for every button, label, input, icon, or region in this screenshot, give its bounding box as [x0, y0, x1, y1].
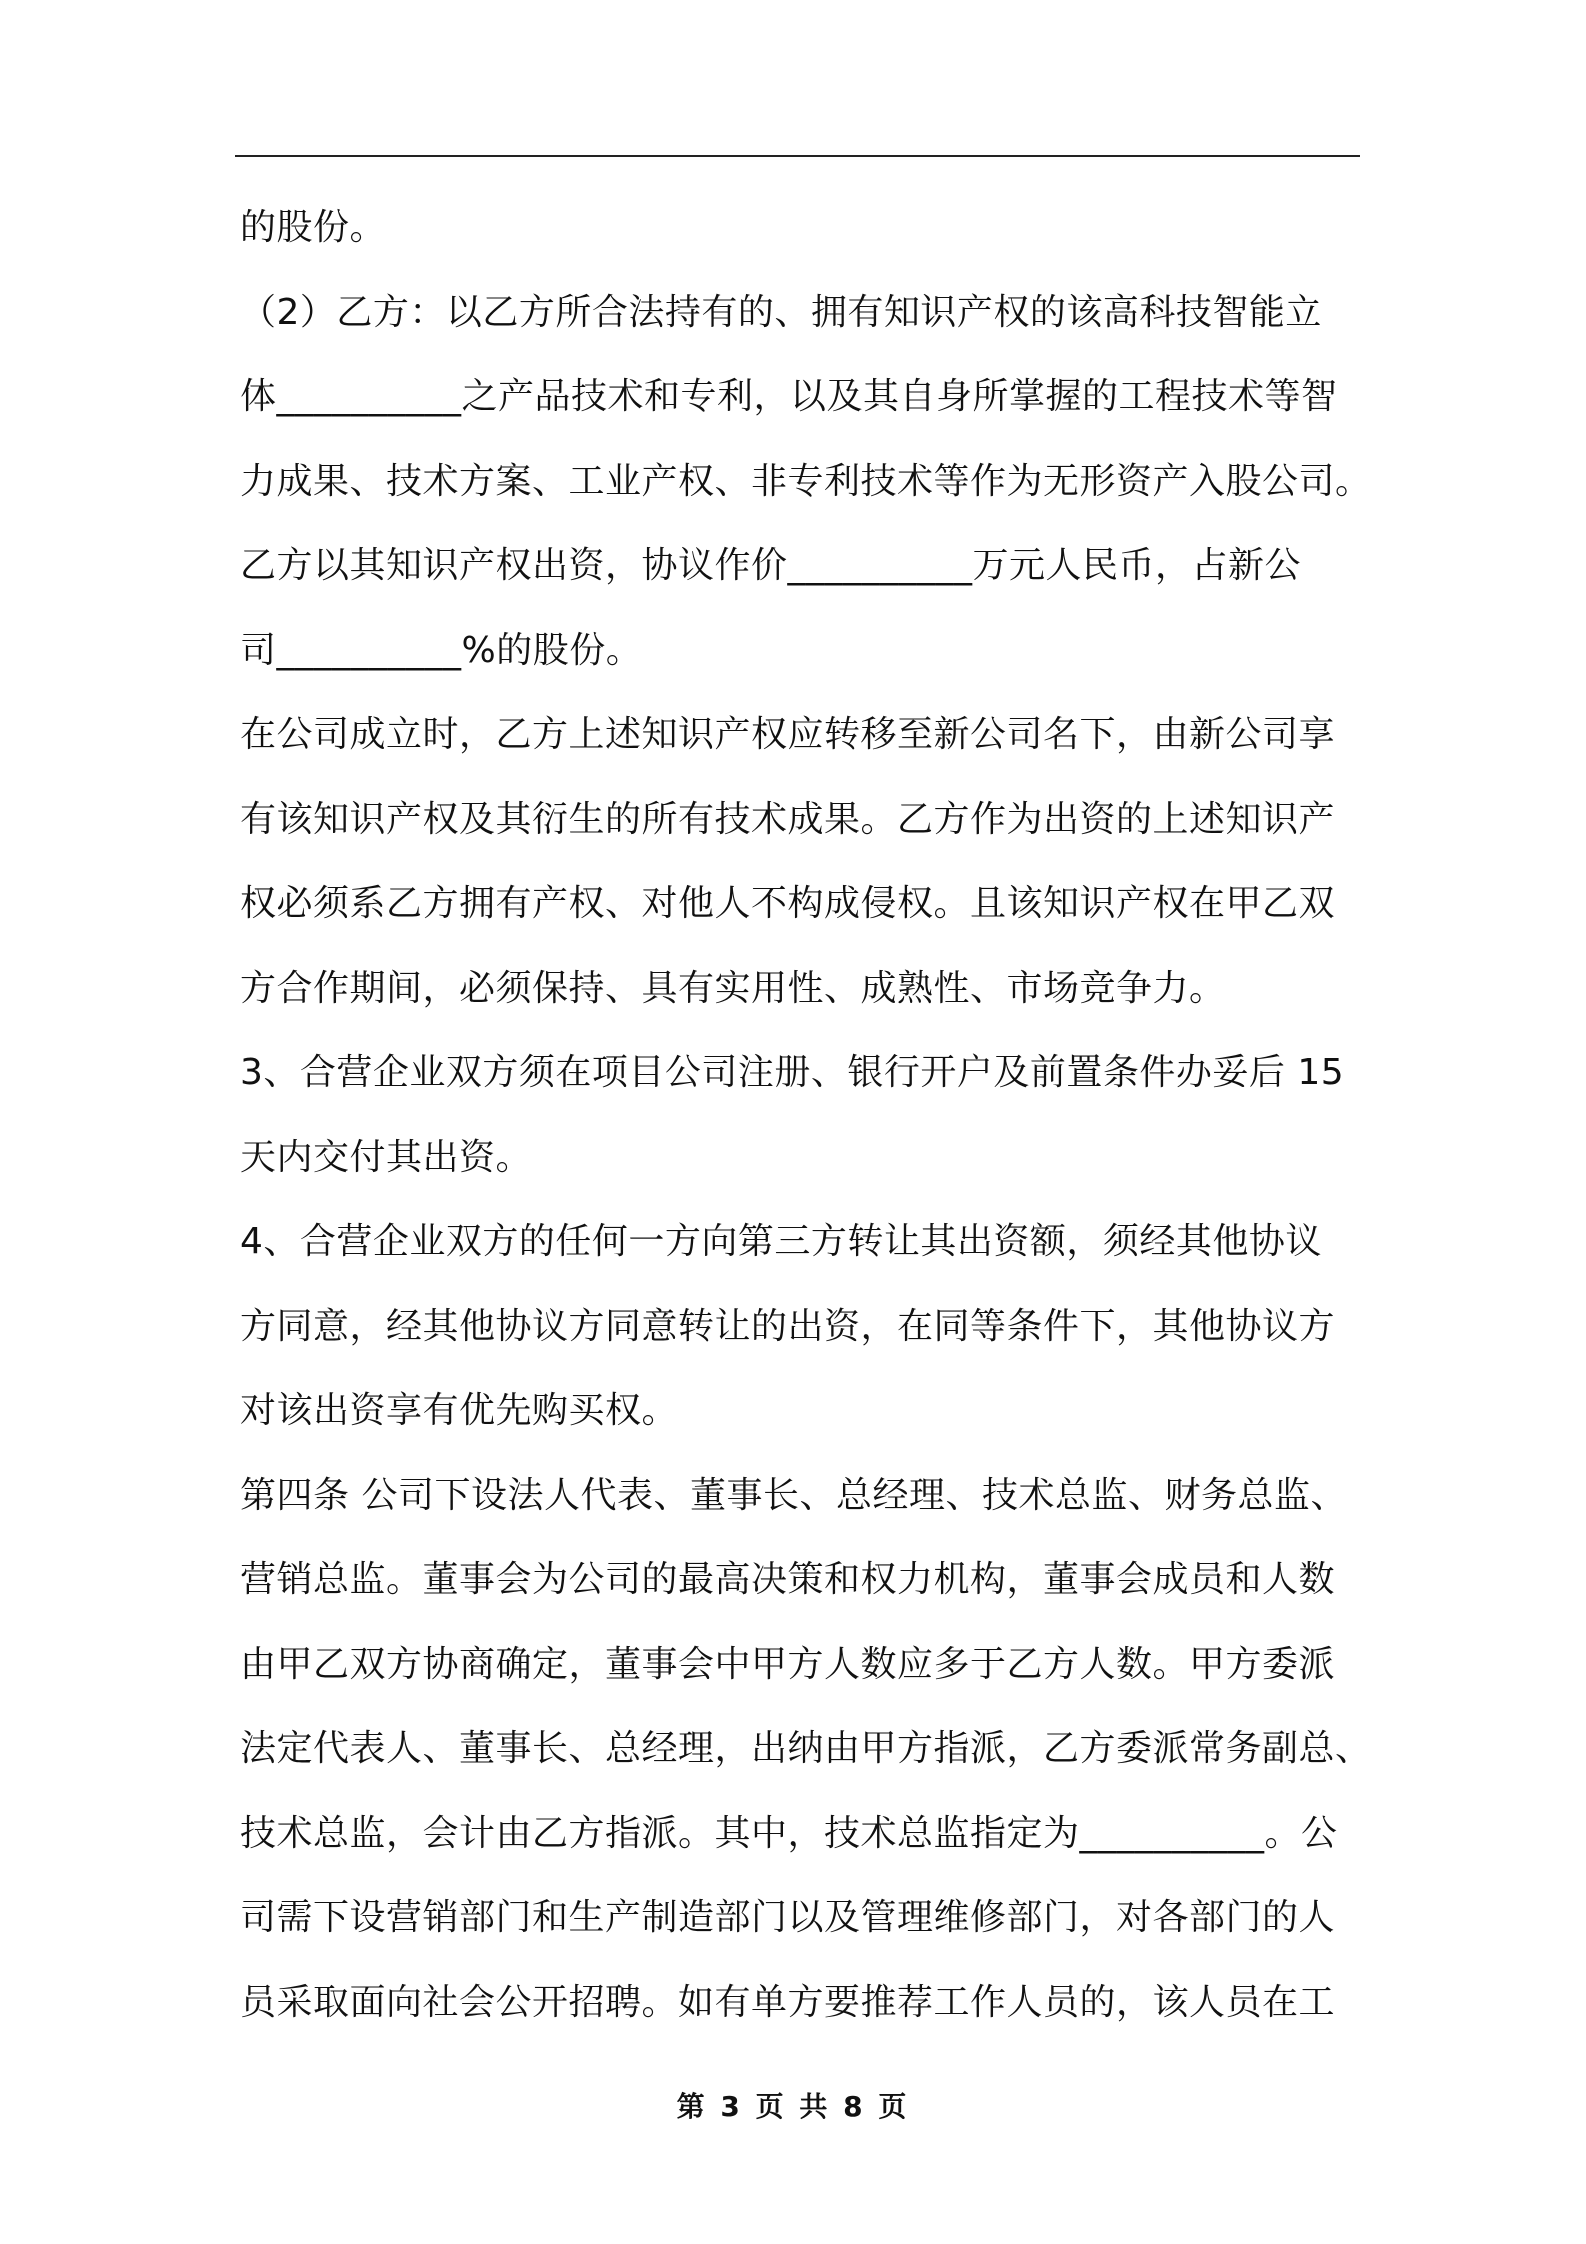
text-line: 第四条 公司下设法人代表、董事长、总经理、技术总监、财务总监、	[240, 1474, 1347, 1516]
text-line: （2）乙方：以乙方所合法持有的、拥有知识产权的该高科技智能立	[240, 291, 1322, 333]
text-line: 对该出资享有优先购买权。	[240, 1390, 679, 1431]
text-line: 力成果、技术方案、工业产权、非专利技术等作为无形资产入股公司。	[240, 460, 1372, 502]
text-line: 的股份。	[240, 207, 387, 248]
document-body	[240, 186, 1372, 2045]
text-line: 天内交付其出资。	[240, 1136, 533, 1178]
page-number: 第 3 页 共 8 页	[676, 2090, 910, 2123]
text-line: 技术总监，会计由乙方指派。其中，技术总监指定为__________。公	[240, 1812, 1338, 1854]
text-line: 方合作期间，必须保持、具有实用性、成熟性、市场竞争力。	[240, 967, 1226, 1009]
text-line: 权必须系乙方拥有产权、对他人不构成侵权。且该知识产权在甲乙双	[240, 883, 1336, 924]
text-line: 法定代表人、董事长、总经理，出纳由甲方指派，乙方委派常务副总、	[240, 1728, 1372, 1769]
text-line: 司__________%的股份。	[240, 629, 643, 671]
text-line: 4、合营企业双方的任何一方向第三方转让其出资额，须经其他协议	[240, 1221, 1322, 1262]
text-line: 在公司成立时，乙方上述知识产权应转移至新公司名下，由新公司享	[240, 714, 1336, 755]
text-line: 乙方以其知识产权出资，协议作价__________万元人民币，占新公	[240, 545, 1302, 586]
text-line: 员采取面向社会公开招聘。如有单方要推荐工作人员的，该人员在工	[240, 1981, 1336, 2023]
text-line: 体__________之产品技术和专利，以及其自身所掌握的工程技术等智	[240, 376, 1338, 417]
text-line: 方同意，经其他协议方同意转让的出资，在同等条件下，其他协议方	[240, 1305, 1336, 1347]
text-line: 3、合营企业双方须在项目公司注册、银行开户及前置条件办妥后 15	[240, 1052, 1345, 1093]
header-rule	[235, 155, 1360, 157]
text-line: 司需下设营销部门和生产制造部门以及管理维修部门，对各部门的人	[240, 1897, 1336, 1938]
text-line: 营销总监。董事会为公司的最高决策和权力机构，董事会成员和人数	[240, 1559, 1336, 1600]
text-line: 由甲乙双方协商确定，董事会中甲方人数应多于乙方人数。甲方委派	[240, 1643, 1336, 1685]
text-line: 有该知识产权及其衍生的所有技术成果。乙方作为出资的上述知识产	[240, 798, 1336, 840]
